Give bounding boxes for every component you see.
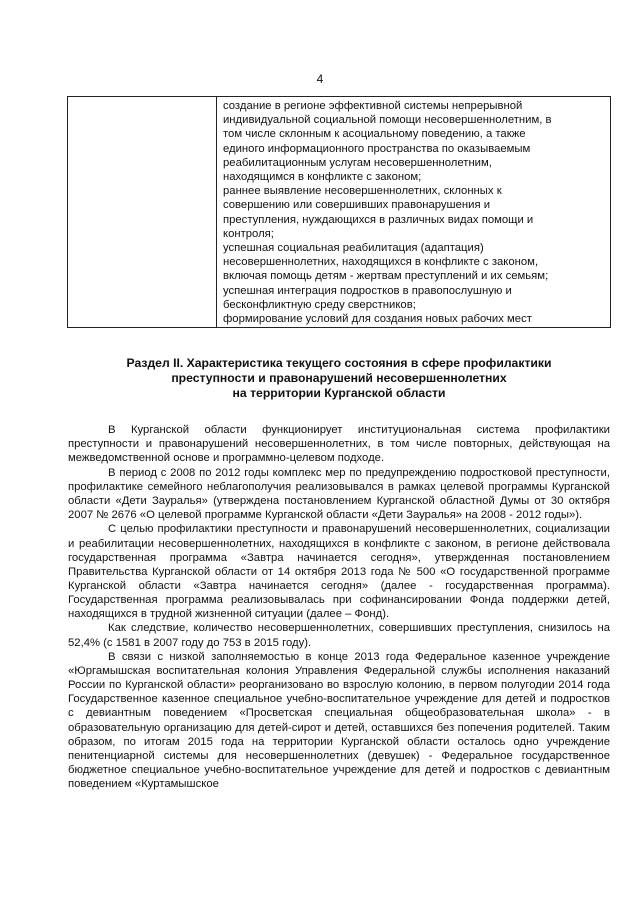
table-line: реабилитационным услугам несовершеннолетним,: [223, 156, 492, 169]
table-line: единого информационного пространства по оказываемым: [223, 142, 531, 155]
table-line: включая помощь детям - жертвам преступлений и их семьям;: [223, 270, 549, 283]
table-row: [68, 97, 611, 328]
table-content-cell: [217, 97, 611, 328]
section-title-line: Раздел II. Характеристика текущего состояния в сфере профилактики: [126, 356, 552, 370]
paragraph: В связи с низкой заполняемостью в конце 2013 года Федеральное казенное учреждение «Юргамышская воспитательная колония Управления Федеральной службы исполнения наказаний России по Курганской области» реорганизовано во взрослую колонию, в первом полугодии 2014 года Государственное казенное специальное учебно-воспитательное учреждение для детей и подростков с девиантным поведением «Просветская специальная общеобразовательная школа» - в образовательную организацию для детей-сирот и детей, оставшихся без попечения родителей. Таким образом, по итогам 2015 года на территории Курганской области осталось одно учреждение пенитенциарной системы для несовершеннолетних (девушек) - Федеральное государственное бюджетное специальное учебно-воспитательное учреждение для детей и подростков с девиантным поведением «Куртамышское: [68, 651, 610, 790]
table-line: контроля;: [223, 227, 274, 240]
table-line: совершению или совершивших правонарушения и: [223, 199, 491, 212]
table-line: создание в регионе эффективной системы непрерывной: [223, 100, 523, 112]
paragraph: С целью профилактики преступности и правонарушений несовершеннолетних, социализации и реабилитации несовершеннолетних, находящихся в конфликте с законом, в регионе действовала государственная программа «Завтра начинается сегодня», утвержденная постановлением Правительства Курганской области от 14 октября 2013 года № 500 «О государственной программе Курганской области «Завтра начинается сегодня» (далее - государственная программа). Государственная программа реализовывалась при софинансировании Фонда поддержки детей, находящихся в трудной жизненной ситуации (далее – Фонд).: [68, 523, 610, 620]
table-line: успешная социальная реабилитация (адаптация): [223, 242, 484, 255]
table-line: том числе склонным к асоциальному поведению, а также: [223, 128, 526, 141]
table-line: несовершеннолетних, находящихся в конфликте с законом,: [223, 256, 539, 269]
section-title-line: на территории Курганской области: [232, 386, 446, 400]
section-title-line: преступности и правонарушений несовершеннолетних: [171, 371, 507, 385]
goals-table: [67, 96, 611, 328]
paragraph: В период с 2008 по 2012 годы комплекс мер по предупреждению подростковой преступности, профилактике семейного неблагополучия реализовывался в рамках целевой программы Курганской области «Дети Зауралья» (утверждена постановлением Курганской областной Думы от 30 октября 2007 № 2676 «О целевой программе Курганской области «Дети Зауралья» на 2008 - 2012 годы»).: [68, 466, 610, 521]
table-line: раннее выявление несовершеннолетних, склонных к: [223, 185, 502, 198]
section-title: [67, 356, 611, 401]
table-line: формирование условий для создания новых рабочих мест: [223, 313, 532, 326]
table-line: индивидуальной социальной помощи несовершеннолетним, в: [223, 114, 552, 127]
table-line: успешная интеграция подростков в правопослушную и: [223, 284, 512, 297]
paragraph: В Курганской области функционирует институциональная система профилактики преступности и правонарушений несовершеннолетних, в том числе повторных, действующая на межведомственной основе и программно-целевом подходе.: [68, 424, 610, 465]
table-line: бесконфликтную среду сверстников;: [223, 298, 416, 311]
table-empty-cell: [68, 97, 217, 328]
body-text: [68, 423, 610, 791]
table-line: преступления, нуждающихся в различных видах помощи и: [223, 213, 534, 226]
page-number: 4: [316, 72, 324, 86]
table-line: находящимся в конфликте с законом;: [223, 171, 422, 184]
paragraph: Как следствие, количество несовершеннолетних, совершивших преступления, снизилось на 52,4% (с 1581 в 2007 году до 753 в 2015 году).: [68, 622, 610, 649]
